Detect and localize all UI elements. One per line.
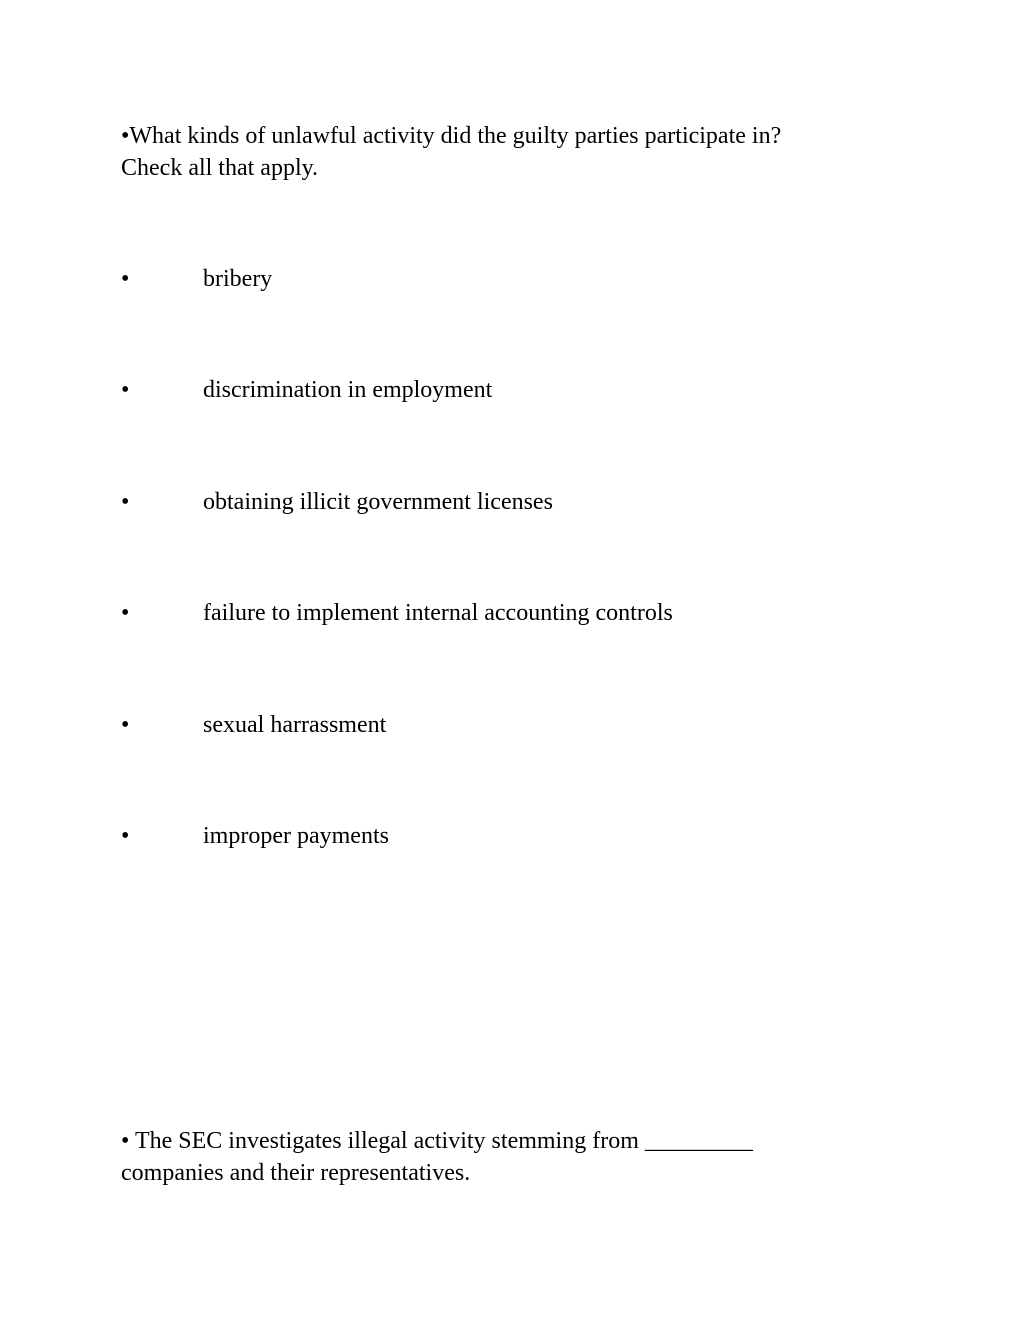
option-label: improper payments [203,823,389,849]
option-label: bribery [203,266,273,292]
question-2-line-2: companies and their representatives. [121,1160,471,1186]
question-1-line-2: Check all that apply. [121,155,319,181]
option-label: obtaining illicit government licenses [203,489,553,515]
bullet-icon: • [121,266,130,292]
bullet-icon: • [121,600,130,626]
option-label: failure to implement internal accounting controls [203,600,673,626]
bullet-icon: • [121,712,130,738]
question-1-line-1: •What kinds of unlawful activity did the guilty parties participate in? [121,123,782,149]
option-label: sexual harrassment [203,712,387,738]
bullet-icon: • [121,489,130,515]
bullet-icon: • [121,823,130,849]
question-2 [121,1125,921,1189]
option-label: discrimination in employment [203,377,493,403]
question-1 [121,120,921,184]
bullet-icon: • [121,377,130,403]
question-2-line-1: • The SEC investigates illegal activity stemming from _________ [121,1128,753,1154]
